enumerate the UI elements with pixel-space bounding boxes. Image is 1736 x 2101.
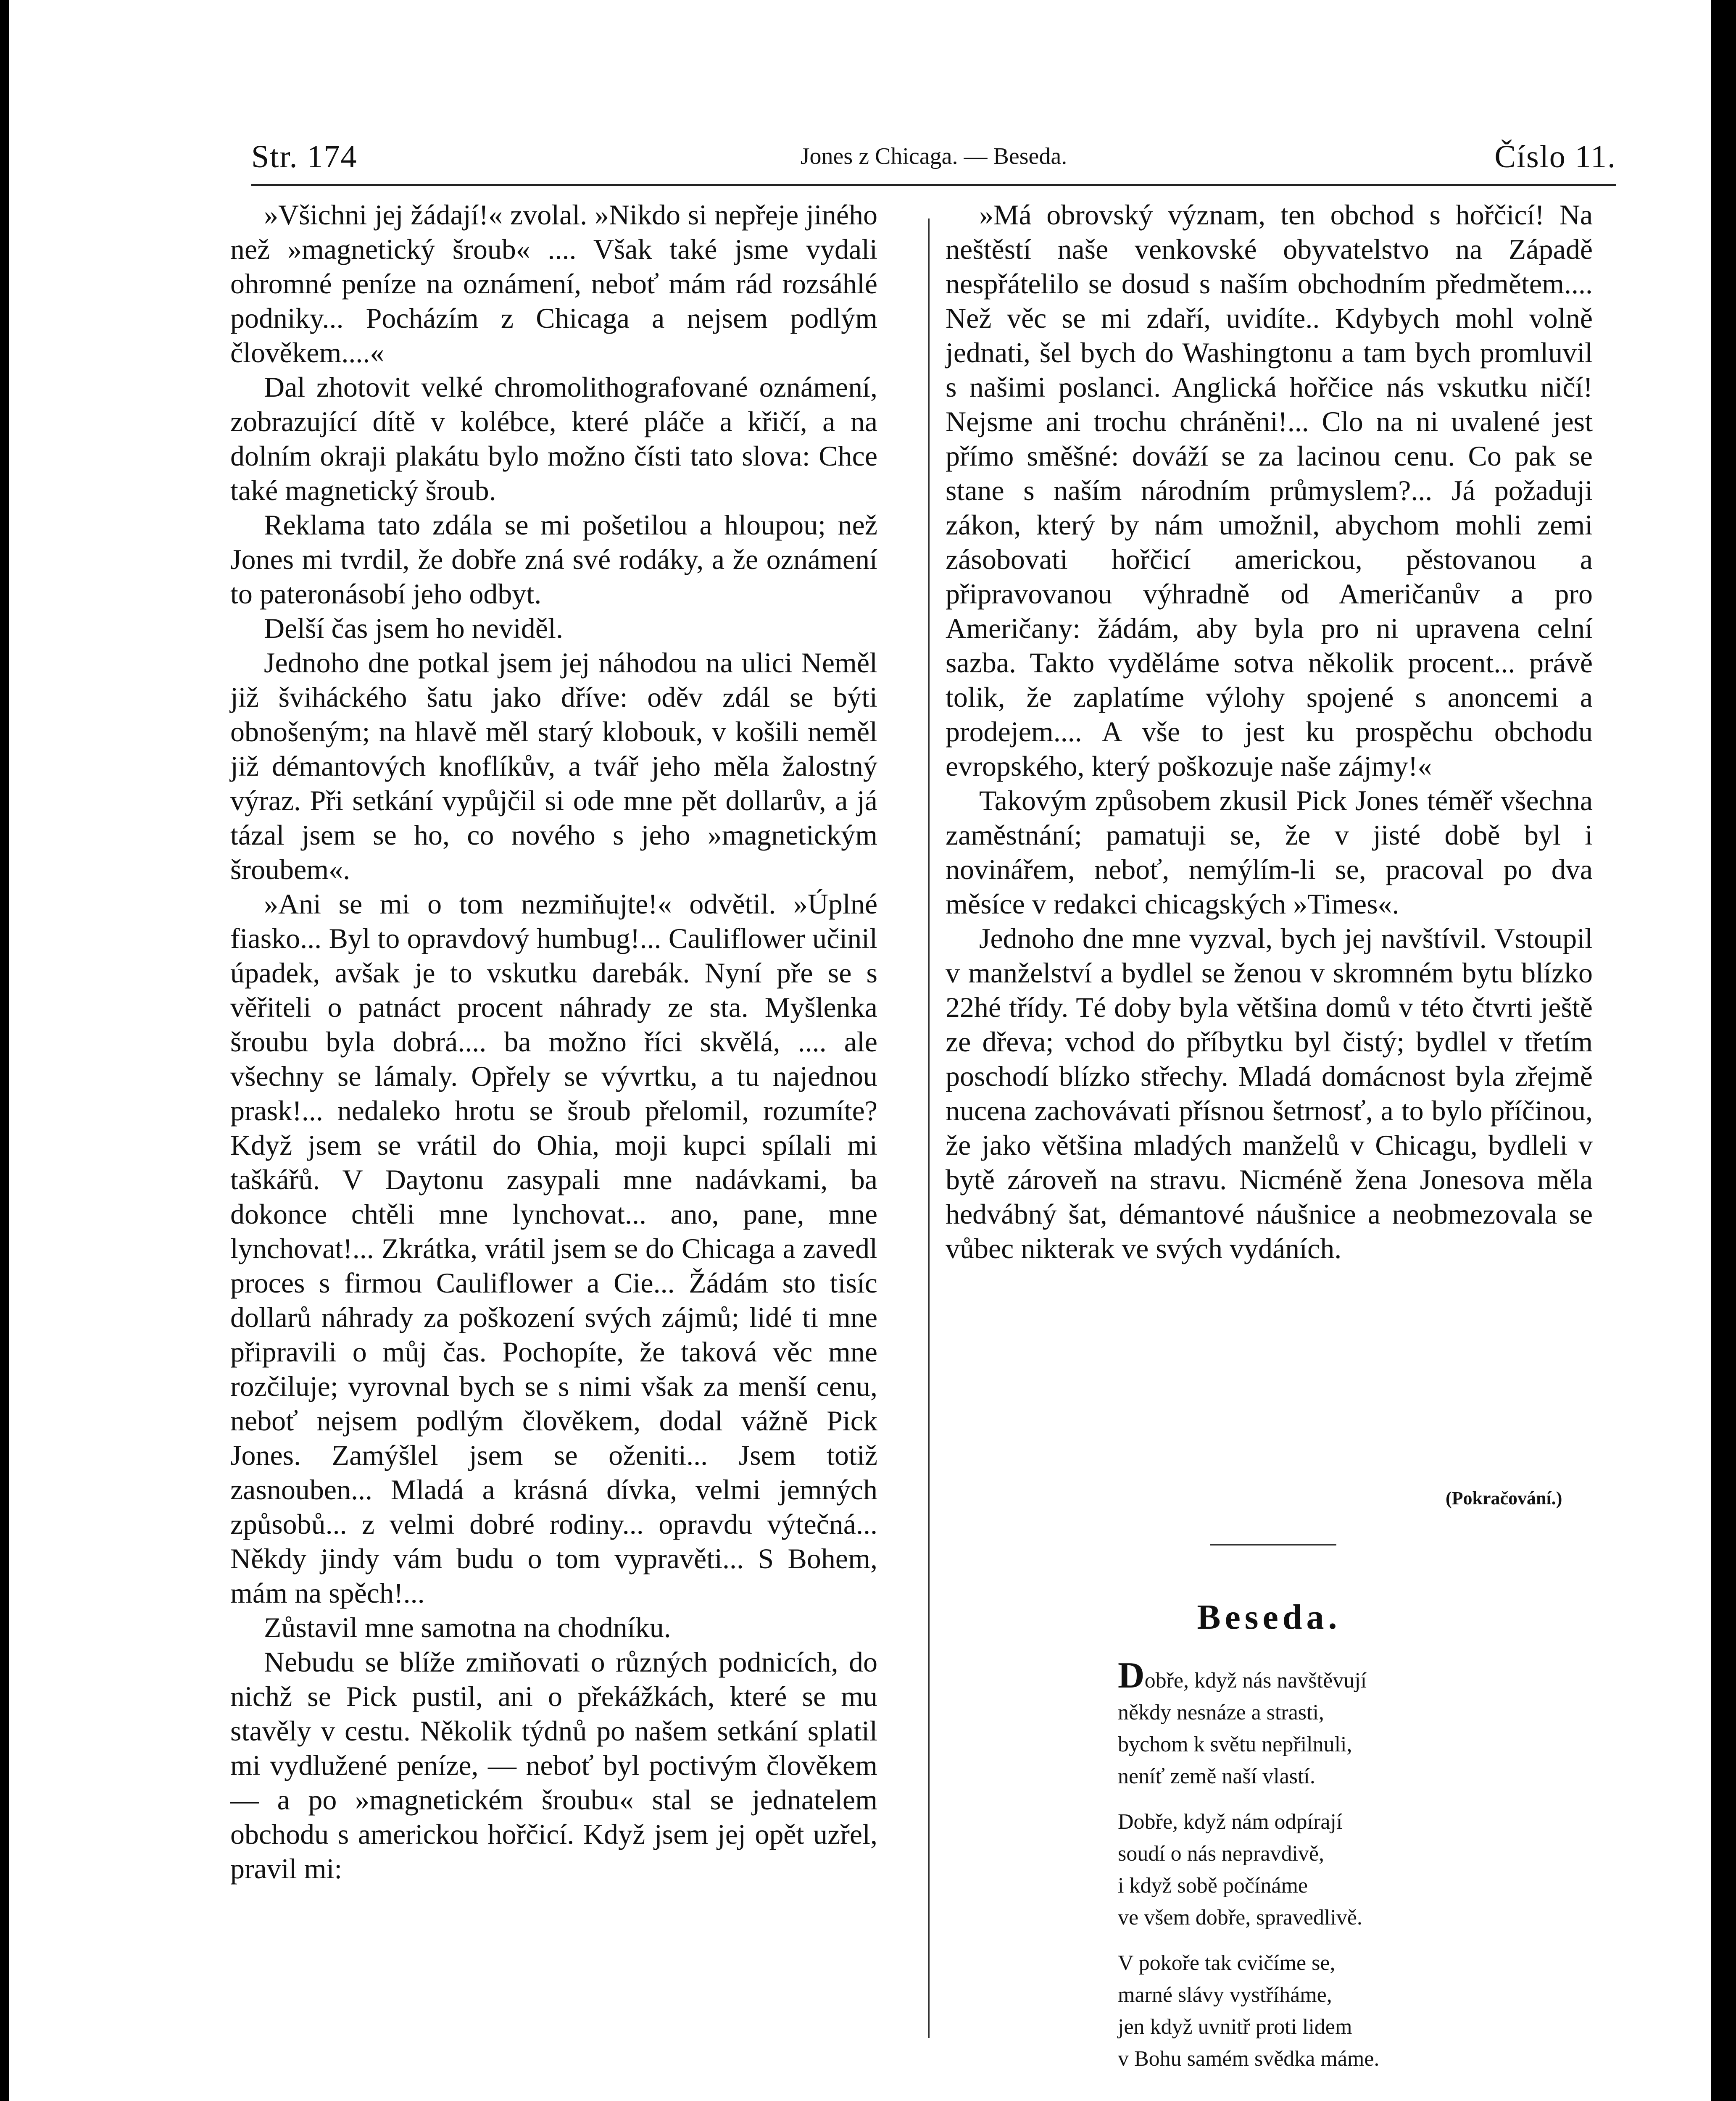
paragraph: Delší čas jsem ho neviděl.: [264, 612, 563, 644]
paragraph: Dal zhotovit velké chromolithografované oznámení, zobrazující dítě v kolébce, které pláče a křičí, a na dolním okraji plakátu bylo možno čísti tato slova: Chce také magnetický šroub.: [230, 371, 877, 506]
paragraph: »Ani se mi o tom nezmiňujte!« odvětil. »Úplné fiasko... Byl to opravdový humbug!... Cauliflower učinil úpadek, avšak je to vskutku darebák. Nyní pře se s věřiteli o patnáct procent náhrady ze sta. Myšlenka šroubu byla dobrá.... ba možno říci skvělá, .... ale všechny se lámaly. Opřely se vývrtku, a tu najednou prask!... nedaleko hrotu se šroub přelomil, rozumíte? Když jsem se vrátil do Ohia, moji kupci spílali mi taškářů. V Daytonu zasypali mne nadávkami, ba dokonce chtěli mne lynchovat... ano, pane, mne lynchovat!... Zkrátka, vrátil jsem se do Chicaga a zavedl proces s firmou Cauliflower a Cie... Žádám sto tisíc dollarů náhrady za poškození svých zájmů; lidé ti mne připravili o můj čas. Pochopíte, že taková věc mne rozčiluje; vyrovnal bych se s nimi však za menší cenu, neboť nejsem podlým člověkem, dodal vážně Pick Jones. Zamýšlel jsem se oženiti... Jsem totiž zasnouben... Mladá a krásná dívka, velmi jemných způsobů... z velmi dobré rodiny... opravdu výtečná... Někdy jindy vám budu o tom vypravěti... S Bohem, mám na spěch!...: [230, 888, 877, 1609]
poem-line: Dobře, když nám odpírají: [1118, 1810, 1343, 1834]
page-number: Str. 174: [251, 139, 358, 174]
beseda-title: Beseda.: [1197, 1598, 1341, 1637]
page-header: [251, 139, 1616, 181]
poem-stanza: [1118, 1806, 1379, 1934]
scan-border-left: [0, 0, 9, 2101]
poem-stanza: [1118, 1655, 1379, 1793]
section-rule: [1210, 1544, 1336, 1545]
running-title: Jones z Chicaga. — Beseda.: [800, 143, 1067, 169]
paragraph: »Všichni jej žádají!« zvolal. »Nikdo si nepřeje jiného než »magnetický šroub« .... Však také jsme vydali ohromné peníze na oznámení, neboť mám rád rozsáhlé podniky... Pocházím z Chicaga a nejsem podlým člověkem....«: [230, 199, 877, 369]
poem-line: ve všem dobře, spravedlivě.: [1118, 1906, 1362, 1930]
poem-line: V pokoře tak cvičíme se,: [1118, 1951, 1336, 1975]
issue-number: Číslo 11.: [1494, 139, 1616, 174]
right-column: [946, 197, 1593, 1266]
header-rule: [251, 184, 1616, 186]
poem-line: neníť země naší vlastí.: [1118, 1764, 1315, 1788]
paragraph: »Má obrovský význam, ten obchod s hořčicí! Na neštěstí naše venkovské obyvatelstvo na Západě nespřátelilo se dosud s naším obchodním předmětem.... Než věc se mi zdaří, uvidíte.. Kdybych mohl volně jednati, šel bych do Washingtonu a tam bych promluvil s našimi poslanci. Anglická hořčice nás vskutku ničí! Nejsme ani trochu chráněni!... Clo na ni uvalené jest přímo směšné: dováží se za lacinou cenu. Co pak se stane s naším národním průmyslem?... Já požaduji zákon, který by nám umožnil, abychom mohli zemi zásobovati hořčicí americkou, pěstovanou a připravovanou výhradně od Američanův a pro Američany: žádám, aby byla pro ni upravena celní sazba. Takto vyděláme sotva několik procent... právě tolik, že zaplatíme výlohy spojené s anoncemi a prodejem.... A vše to jest ku prospěchu obchodu evropského, který poškozuje naše zájmy!«: [946, 199, 1593, 782]
poem: [1118, 1655, 1380, 2088]
poem-line: někdy nesnáze a strasti,: [1118, 1701, 1324, 1725]
poem-line: jen když uvnitř proti lidem: [1118, 2015, 1352, 2039]
poem-stanza: [1118, 1947, 1379, 2075]
paragraph: Nebudu se blíže zmiňovati o různých podnicích, do nichž se Pick pustil, ani o překážkách, které se mu stavěly v cestu. Několik týdnů po našem setkání splatil mi vydlužené peníze, — neboť byl poctivým člověkem — a po »magnetickém šroubu« stal se jednatelem obchodu s americkou hořčicí. Když jsem jej opět uzřel, pravil mi:: [230, 1646, 877, 1885]
left-column: [230, 197, 877, 1886]
poem-line: Dobře, když nás navštěvují: [1118, 1655, 1367, 1696]
paragraph: Jednoho dne mne vyzval, bych jej navštívil. Vstoupil v manželství a bydlel se ženou v skromném bytu blízko 22hé třídy. Té doby byla většina domů v této čtvrti ještě ze dřeva; vchod do příbytku byl čistý; bydlel v třetím poschodí blízko střechy. Mladá domácnost byla zřejmě nucena zachovávati přísnou šetrnosť, a to bylo příčinou, že jako většina mladých manželů v Chicagu, bydleli v bytě zároveň na stravu. Nicméně žena Jonesova měla hedvábný šat, démantové náušnice a neobmezovala se vůbec nikterak ve svých vydáních.: [946, 922, 1593, 1264]
poem-line: marné slávy vystříháme,: [1118, 1983, 1332, 2007]
paragraph: Zůstavil mne samotna na chodníku.: [264, 1611, 671, 1643]
paragraph: Reklama tato zdála se mi pošetilou a hloupou; než Jones mi tvrdil, že dobře zná své rodáky, a že oznámení to pateronásobí jeho odbyt.: [230, 509, 877, 610]
paragraph: Takovým způsobem zkusil Pick Jones téměř všechna zaměstnání; pamatuji se, že v jisté době byl i novinářem, neboť, nemýlím-li se, pracoval po dva měsíce v redakci chicagských »Times«.: [946, 785, 1593, 920]
poem-line: soudí o nás nepravdivě,: [1118, 1842, 1325, 1866]
poem-line: v Bohu samém svědka máme.: [1118, 2047, 1380, 2071]
drop-cap: D: [1118, 1655, 1145, 1696]
continuation-note: (Pokračování.): [1446, 1488, 1562, 1509]
poem-line: bychom k světu nepřilnuli,: [1118, 1732, 1352, 1756]
scan-border-right: [1711, 0, 1736, 2101]
poem-line: i když sobě počínáme: [1118, 1874, 1308, 1898]
paragraph: Jednoho dne potkal jsem jej náhodou na ulici Neměl již šviháckého šatu jako dříve: oděv zdál se býti obnošeným; na hlavě měl starý klobouk, v košili neměl již démantových knoflíkův, a tvář jeho měla žalostný výraz. Při setkání vypůjčil si ode mne pět dollarův, a já tázal jsem se ho, co nového s jeho »magnetickým šroubem«.: [230, 647, 877, 885]
column-divider: [928, 219, 930, 2038]
